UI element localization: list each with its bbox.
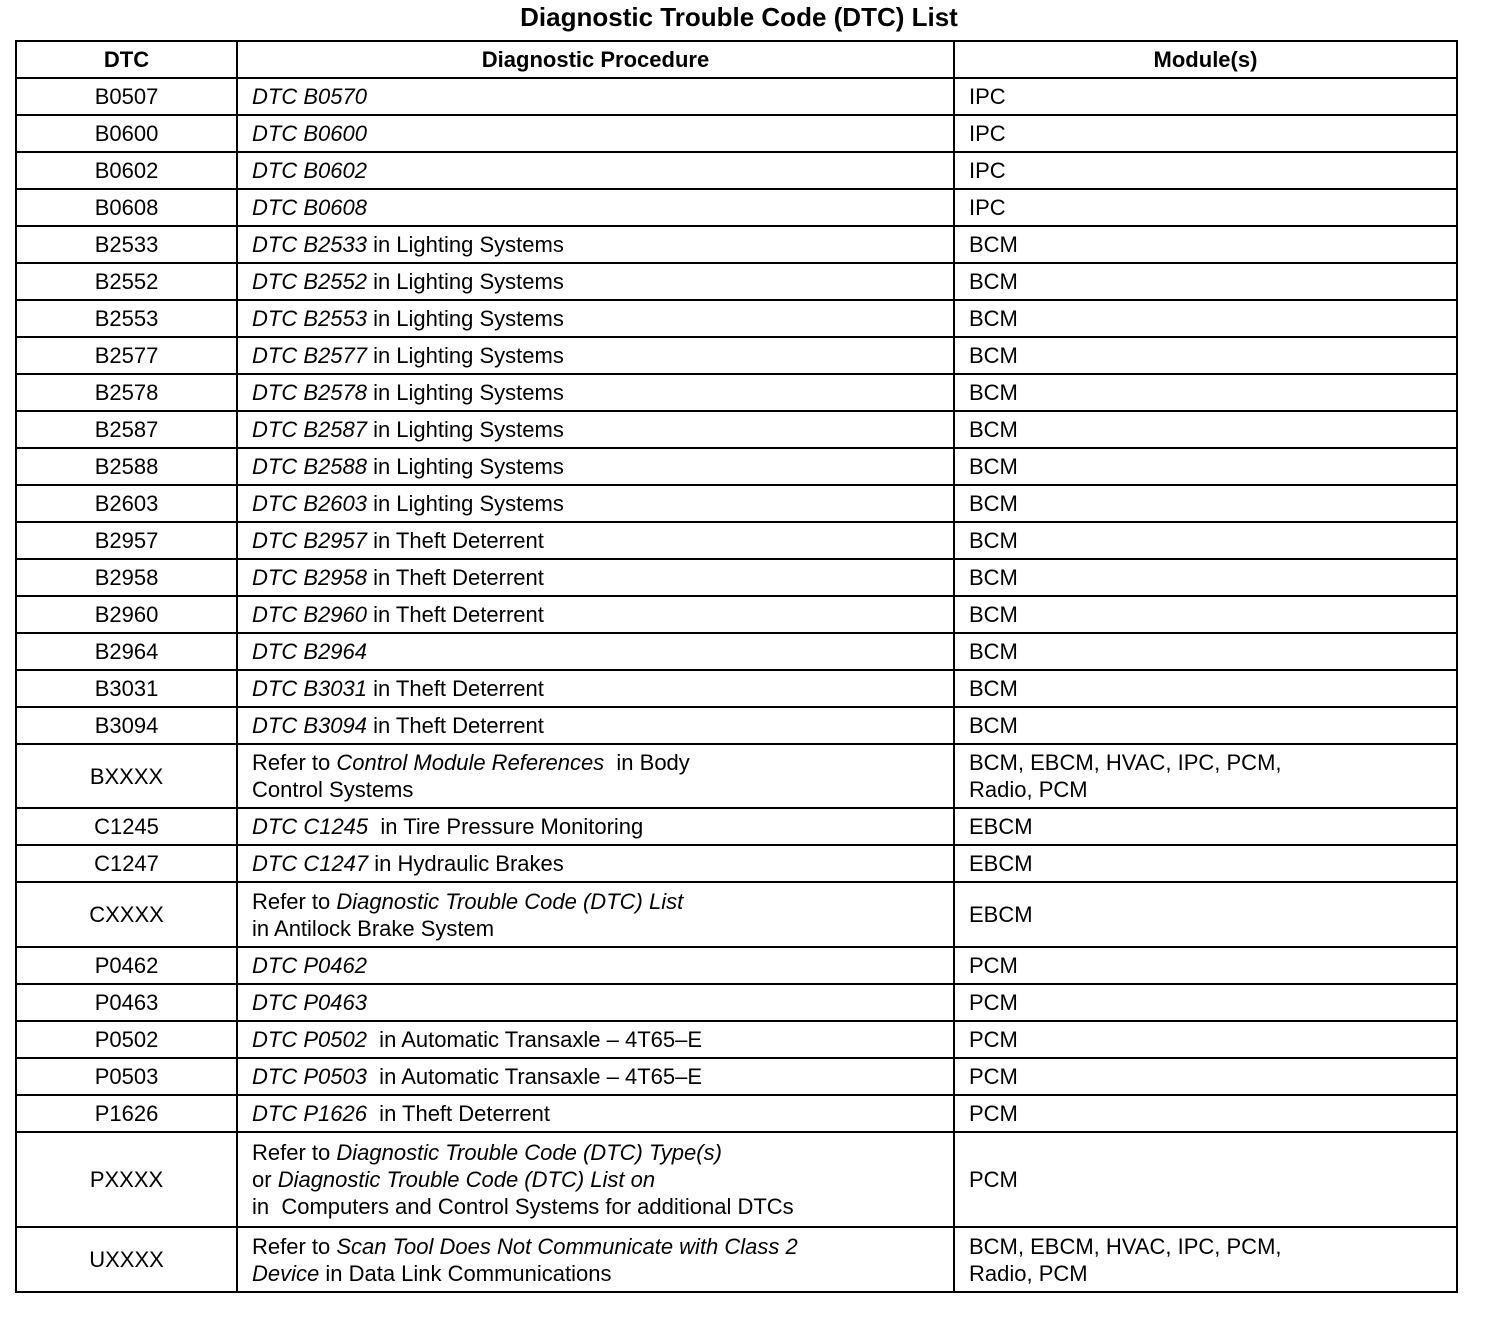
procedure-reference: DTC B2603	[252, 491, 367, 516]
procedure-line	[252, 564, 939, 591]
procedure-reference: DTC B3094	[252, 713, 367, 738]
modules	[954, 845, 1457, 882]
procedure-text: in Theft Deterrent	[366, 528, 544, 553]
procedure-reference: Device	[252, 1260, 320, 1286]
dtc-code: B2603	[16, 485, 237, 522]
procedure-text: in Antilock Brake System	[252, 915, 495, 941]
procedure-text: in Lighting Systems	[366, 491, 564, 516]
procedure-reference: DTC B2587	[252, 417, 367, 442]
table-row	[16, 559, 1457, 596]
header-modules: Module(s)	[954, 41, 1457, 78]
procedure-reference: DTC B2964	[252, 639, 367, 664]
diagnostic-procedure	[237, 263, 954, 300]
procedure-text: in Lighting Systems	[366, 380, 564, 405]
table-row	[16, 1021, 1457, 1058]
procedure-text: in Lighting Systems	[366, 417, 564, 442]
page-title: Diagnostic Trouble Code (DTC) List	[520, 2, 958, 32]
procedure-reference: DTC P0503	[252, 1064, 367, 1089]
procedure-reference: DTC C1245	[252, 814, 369, 839]
modules	[954, 984, 1457, 1021]
table-row	[16, 596, 1457, 633]
procedure-text: in Body	[604, 750, 690, 775]
procedure-text: in Theft Deterrent	[366, 713, 544, 738]
procedure-text: Refer to	[252, 1233, 337, 1259]
module-line: BCM	[969, 454, 1018, 479]
header-dtc: DTC	[16, 41, 237, 78]
procedure-line	[252, 342, 939, 369]
procedure-line	[252, 638, 939, 665]
table-row	[16, 189, 1457, 226]
diagnostic-procedure	[237, 337, 954, 374]
dtc-code: P0463	[16, 984, 237, 1021]
procedure-reference: Scan Tool Does Not Communicate with Class 2	[336, 1233, 798, 1259]
procedure-line	[252, 379, 939, 406]
procedure-reference: DTC B0600	[252, 121, 367, 146]
procedure-reference: DTC B2578	[252, 380, 367, 405]
procedure-reference: Diagnostic Trouble Code (DTC) List on	[277, 1167, 656, 1192]
modules	[954, 300, 1457, 337]
header-procedure: Diagnostic Procedure	[237, 41, 954, 78]
modules	[954, 1132, 1457, 1227]
table-row	[16, 152, 1457, 189]
procedure-reference: DTC C1247	[252, 851, 369, 876]
dtc-code: C1245	[16, 808, 237, 845]
module-line: BCM, EBCM, HVAC, IPC, PCM,	[969, 1233, 1282, 1259]
table-row	[16, 670, 1457, 707]
table-row	[16, 984, 1457, 1021]
modules	[954, 1058, 1457, 1095]
dtc-code: B0608	[16, 189, 237, 226]
procedure-line	[252, 989, 939, 1016]
procedure-reference: DTC B3031	[252, 676, 367, 701]
module-line: BCM	[969, 232, 1018, 257]
procedure-text: Refer to	[252, 888, 337, 914]
module-line: BCM	[969, 713, 1018, 738]
diagnostic-procedure	[237, 448, 954, 485]
dtc-code: BXXXX	[16, 744, 237, 808]
diagnostic-procedure	[237, 485, 954, 522]
procedure-text: or	[252, 1167, 278, 1192]
procedure-text: in Computers and Control Systems	[252, 1194, 600, 1219]
diagnostic-procedure	[237, 189, 954, 226]
diagnostic-procedure	[237, 1058, 954, 1095]
modules	[954, 448, 1457, 485]
procedure-text: in Automatic Transaxle – 4T65–E	[366, 1027, 703, 1052]
dtc-code: B2578	[16, 374, 237, 411]
module-line: IPC	[969, 121, 1006, 146]
modules	[954, 882, 1457, 947]
diagnostic-procedure	[237, 1132, 954, 1227]
procedure-line	[252, 749, 939, 776]
diagnostic-procedure	[237, 984, 954, 1021]
procedure-line	[252, 194, 939, 221]
module-line: PCM	[969, 1101, 1018, 1126]
table-row	[16, 882, 1457, 947]
modules	[954, 411, 1457, 448]
dtc-code: B2957	[16, 522, 237, 559]
procedure-reference: DTC B2588	[252, 454, 367, 479]
procedure-reference: Diagnostic Trouble Code (DTC) List	[336, 888, 684, 914]
module-line: BCM	[969, 676, 1018, 701]
procedure-text: Refer to	[252, 750, 337, 775]
procedure-line	[252, 813, 939, 840]
procedure-reference: Diagnostic Trouble Code (DTC) Type(s)	[336, 1140, 722, 1165]
diagnostic-procedure	[237, 374, 954, 411]
procedure-line	[252, 1063, 939, 1090]
diagnostic-procedure	[237, 882, 954, 947]
procedure-text: in Theft Deterrent	[366, 1101, 550, 1126]
module-line: BCM	[969, 528, 1018, 553]
modules	[954, 263, 1457, 300]
procedure-line	[252, 952, 939, 979]
modules	[954, 947, 1457, 984]
procedure-line	[252, 305, 939, 332]
procedure-text: Control Systems	[252, 777, 414, 802]
procedure-text: in Theft Deterrent	[366, 602, 544, 627]
table-row	[16, 522, 1457, 559]
procedure-text: in Lighting Systems	[366, 306, 564, 331]
procedure-reference: DTC B2958	[252, 565, 367, 590]
dtc-code: B2533	[16, 226, 237, 263]
procedure-line	[252, 268, 939, 295]
modules	[954, 337, 1457, 374]
modules	[954, 559, 1457, 596]
module-line: BCM	[969, 417, 1018, 442]
module-line: BCM, EBCM, HVAC, IPC, PCM,	[969, 750, 1282, 775]
module-line: BCM	[969, 565, 1018, 590]
dtc-code: P1626	[16, 1095, 237, 1132]
dtc-code: B3094	[16, 707, 237, 744]
diagnostic-procedure	[237, 845, 954, 882]
procedure-line	[252, 490, 939, 517]
module-line: EBCM	[969, 814, 1033, 839]
table-row	[16, 1095, 1457, 1132]
modules	[954, 596, 1457, 633]
module-line: BCM	[969, 602, 1018, 627]
procedure-line	[252, 1193, 939, 1220]
procedure-line	[252, 453, 939, 480]
table-row	[16, 947, 1457, 984]
procedure-line	[252, 1233, 939, 1260]
procedure-text: in Lighting Systems	[366, 454, 564, 479]
dtc-code: B0600	[16, 115, 237, 152]
modules	[954, 633, 1457, 670]
dtc-code: B2958	[16, 559, 237, 596]
table-row	[16, 1132, 1457, 1227]
module-line: BCM	[969, 639, 1018, 664]
dtc-code: PXXXX	[16, 1132, 237, 1227]
table-row	[16, 1058, 1457, 1095]
diagnostic-procedure	[237, 808, 954, 845]
diagnostic-procedure	[237, 707, 954, 744]
diagnostic-procedure	[237, 522, 954, 559]
dtc-code: P0503	[16, 1058, 237, 1095]
procedure-line	[252, 157, 939, 184]
dtc-code: B2588	[16, 448, 237, 485]
dtc-code: P0502	[16, 1021, 237, 1058]
procedure-text: in Lighting Systems	[366, 232, 564, 257]
procedure-line	[252, 1026, 939, 1053]
procedure-line	[252, 915, 939, 942]
module-line: Radio, PCM	[969, 1260, 1088, 1286]
modules	[954, 78, 1457, 115]
modules	[954, 189, 1457, 226]
dtc-code: C1247	[16, 845, 237, 882]
procedure-text: in Lighting Systems	[366, 343, 564, 368]
modules	[954, 1095, 1457, 1132]
module-line: BCM	[969, 343, 1018, 368]
modules	[954, 744, 1457, 808]
dtc-code: B2553	[16, 300, 237, 337]
procedure-text: in Hydraulic Brakes	[368, 851, 564, 876]
module-line: BCM	[969, 491, 1018, 516]
procedure-reference: DTC B2553	[252, 306, 367, 331]
dtc-code: B0507	[16, 78, 237, 115]
module-line: EBCM	[969, 902, 1033, 927]
procedure-reference: DTC P0463	[252, 990, 367, 1015]
procedure-line	[252, 776, 939, 803]
procedure-reference: DTC B2552	[252, 269, 367, 294]
modules	[954, 374, 1457, 411]
modules	[954, 1227, 1457, 1292]
table-row	[16, 744, 1457, 808]
procedure-reference: DTC B0608	[252, 195, 367, 220]
dtc-code: B0602	[16, 152, 237, 189]
procedure-text: in Tire Pressure Monitoring	[368, 814, 644, 839]
diagnostic-procedure	[237, 411, 954, 448]
procedure-line	[252, 231, 939, 258]
module-line: PCM	[969, 1027, 1018, 1052]
dtc-code: P0462	[16, 947, 237, 984]
dtc-code: CXXXX	[16, 882, 237, 947]
table-row	[16, 845, 1457, 882]
module-line: IPC	[969, 158, 1006, 183]
procedure-line	[252, 1139, 939, 1166]
table-row	[16, 300, 1457, 337]
module-line: PCM	[969, 953, 1018, 978]
diagnostic-procedure	[237, 115, 954, 152]
module-line: IPC	[969, 195, 1006, 220]
modules	[954, 707, 1457, 744]
table-row	[16, 226, 1457, 263]
diagnostic-procedure	[237, 947, 954, 984]
procedure-line	[252, 675, 939, 702]
table-row	[16, 337, 1457, 374]
module-line: PCM	[969, 990, 1018, 1015]
dtc-code: B2577	[16, 337, 237, 374]
procedure-text: in Data Link Communications	[319, 1260, 612, 1286]
modules	[954, 226, 1457, 263]
table-row	[16, 808, 1457, 845]
diagnostic-procedure	[237, 78, 954, 115]
diagnostic-procedure	[237, 300, 954, 337]
procedure-line	[252, 1166, 939, 1193]
module-line: Radio, PCM	[969, 777, 1088, 802]
module-line: EBCM	[969, 851, 1033, 876]
table-row	[16, 448, 1457, 485]
modules	[954, 115, 1457, 152]
procedure-line	[252, 850, 939, 877]
modules	[954, 522, 1457, 559]
diagnostic-procedure	[237, 1095, 954, 1132]
dtc-code: B2587	[16, 411, 237, 448]
table-row	[16, 1227, 1457, 1292]
procedure-reference: DTC B2533	[252, 232, 367, 257]
modules	[954, 152, 1457, 189]
dtc-table	[15, 40, 1458, 1293]
procedure-text: in Theft Deterrent	[366, 676, 544, 701]
table-row	[16, 633, 1457, 670]
diagnostic-procedure	[237, 1227, 954, 1292]
procedure-line	[252, 120, 939, 147]
procedure-line	[252, 416, 939, 443]
header-row	[16, 41, 1457, 78]
procedure-reference: DTC B2577	[252, 343, 367, 368]
procedure-line	[252, 83, 939, 110]
procedure-reference: DTC P1626	[252, 1101, 367, 1126]
table-row	[16, 78, 1457, 115]
diagnostic-procedure	[237, 744, 954, 808]
procedure-reference: Control Module References	[336, 750, 605, 775]
table-row	[16, 485, 1457, 522]
diagnostic-procedure	[237, 559, 954, 596]
dtc-code: B3031	[16, 670, 237, 707]
procedure-text: for additional DTCs	[599, 1194, 794, 1219]
procedure-line	[252, 712, 939, 739]
module-line: PCM	[969, 1064, 1018, 1089]
dtc-code: UXXXX	[16, 1227, 237, 1292]
dtc-code: B2964	[16, 633, 237, 670]
procedure-text: in Automatic Transaxle – 4T65–E	[366, 1064, 703, 1089]
module-line: BCM	[969, 380, 1018, 405]
module-line: BCM	[969, 269, 1018, 294]
diagnostic-procedure	[237, 152, 954, 189]
table-row	[16, 263, 1457, 300]
procedure-line	[252, 1100, 939, 1127]
procedure-line	[252, 527, 939, 554]
dtc-code: B2960	[16, 596, 237, 633]
dtc-code: B2552	[16, 263, 237, 300]
procedure-text: Refer to	[252, 1140, 337, 1165]
procedure-reference: DTC B0570	[252, 84, 367, 109]
diagnostic-procedure	[237, 226, 954, 263]
modules	[954, 670, 1457, 707]
procedure-line	[252, 1260, 939, 1287]
diagnostic-procedure	[237, 596, 954, 633]
modules	[954, 1021, 1457, 1058]
diagnostic-procedure	[237, 670, 954, 707]
procedure-line	[252, 601, 939, 628]
procedure-reference: DTC P0502	[252, 1027, 367, 1052]
module-line: IPC	[969, 84, 1006, 109]
procedure-text: in Lighting Systems	[366, 269, 564, 294]
modules	[954, 808, 1457, 845]
table-row	[16, 707, 1457, 744]
procedure-text: in Theft Deterrent	[366, 565, 544, 590]
procedure-reference: DTC B0602	[252, 158, 367, 183]
diagnostic-procedure	[237, 1021, 954, 1058]
procedure-line	[252, 888, 939, 915]
table-row	[16, 115, 1457, 152]
modules	[954, 485, 1457, 522]
table-row	[16, 374, 1457, 411]
procedure-reference: DTC B2960	[252, 602, 367, 627]
table-row	[16, 411, 1457, 448]
procedure-reference: DTC B2957	[252, 528, 367, 553]
module-line: BCM	[969, 306, 1018, 331]
procedure-reference: DTC P0462	[252, 953, 367, 978]
module-line: PCM	[969, 1167, 1018, 1192]
diagnostic-procedure	[237, 633, 954, 670]
